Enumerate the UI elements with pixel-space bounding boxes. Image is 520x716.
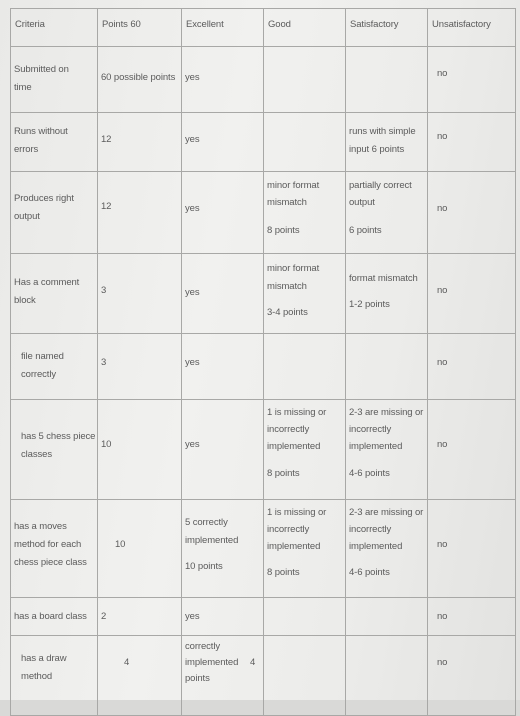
header-excellent: Excellent xyxy=(182,9,264,47)
good-cell xyxy=(264,598,346,636)
header-criteria: Criteria xyxy=(11,9,98,47)
excellent-cell: yes xyxy=(182,47,264,113)
table-row xyxy=(11,598,516,636)
header-good: Good xyxy=(264,9,346,47)
criteria-cell: has a moves method for each chess piece class xyxy=(11,500,98,598)
header-points: Points 60 xyxy=(98,9,182,47)
points-cell: 60 possible points xyxy=(98,47,182,113)
table-row xyxy=(11,47,516,113)
good-cell xyxy=(264,47,346,113)
excellent-cell: yes xyxy=(182,334,264,400)
good-cell: 1 is missing or incorrectly implemented 8 points xyxy=(264,500,346,598)
satisfactory-cell: 2-3 are missing or incorrectly implemented 4-6 points xyxy=(346,400,428,500)
criteria-cell: has a draw method xyxy=(11,636,98,716)
table-row xyxy=(11,172,516,254)
satisfactory-cell: runs with simple input 6 points xyxy=(346,113,428,172)
good-cell: 1 is missing or incorrectly implemented 8 points xyxy=(264,400,346,500)
points-cell: 3 xyxy=(98,254,182,334)
satisfactory-cell: 2-3 are missing or incorrectly implemented 4-6 points xyxy=(346,500,428,598)
points-cell: 12 xyxy=(98,172,182,254)
header-unsatisfactory: Unsatisfactory xyxy=(428,9,516,47)
good-cell: minor format mismatch 8 points xyxy=(264,172,346,254)
table-row xyxy=(11,113,516,172)
unsatisfactory-cell: no xyxy=(428,334,516,400)
satisfactory-cell xyxy=(346,334,428,400)
table-row xyxy=(11,254,516,334)
good-cell: minor format mismatch 3-4 points xyxy=(264,254,346,334)
points-cell: 10 xyxy=(98,400,182,500)
unsatisfactory-cell: no xyxy=(428,254,516,334)
table-row xyxy=(11,334,516,400)
good-cell xyxy=(264,334,346,400)
points-cell: 3 xyxy=(98,334,182,400)
satisfactory-cell xyxy=(346,636,428,716)
header-satisfactory: Satisfactory xyxy=(346,9,428,47)
excellent-cell: yes xyxy=(182,254,264,334)
excellent-cell: yes xyxy=(182,113,264,172)
excellent-cell: yes xyxy=(182,400,264,500)
points-cell: 10 xyxy=(98,500,182,598)
unsatisfactory-cell: no xyxy=(428,400,516,500)
excellent-cell: correctly implemented 4 points xyxy=(182,636,264,716)
rubric-table xyxy=(10,8,516,716)
table-row xyxy=(11,400,516,500)
excellent-cell: yes xyxy=(182,598,264,636)
points-cell: 2 xyxy=(98,598,182,636)
unsatisfactory-cell: no xyxy=(428,172,516,254)
satisfactory-cell xyxy=(346,598,428,636)
criteria-cell: Has a comment block xyxy=(11,254,98,334)
unsatisfactory-cell: no xyxy=(428,47,516,113)
table-row xyxy=(11,500,516,598)
good-cell xyxy=(264,636,346,716)
points-cell: 12 xyxy=(98,113,182,172)
criteria-cell: Submitted on time xyxy=(11,47,98,113)
criteria-cell: Produces right output xyxy=(11,172,98,254)
excellent-cell: 5 correctly implemented 10 points xyxy=(182,500,264,598)
criteria-cell: has a board class xyxy=(11,598,98,636)
criteria-cell: has 5 chess piece classes xyxy=(11,400,98,500)
criteria-cell: file named correctly xyxy=(11,334,98,400)
table-row xyxy=(11,636,516,716)
excellent-cell: yes xyxy=(182,172,264,254)
unsatisfactory-cell: no xyxy=(428,113,516,172)
good-cell xyxy=(264,113,346,172)
unsatisfactory-cell: no xyxy=(428,500,516,598)
criteria-cell: Runs without errors xyxy=(11,113,98,172)
points-cell: 4 xyxy=(98,636,182,716)
unsatisfactory-cell: no xyxy=(428,598,516,636)
satisfactory-cell: partially correct output 6 points xyxy=(346,172,428,254)
satisfactory-cell xyxy=(346,47,428,113)
satisfactory-cell: format mismatch 1-2 points xyxy=(346,254,428,334)
header-row xyxy=(11,9,516,47)
unsatisfactory-cell: no xyxy=(428,636,516,716)
